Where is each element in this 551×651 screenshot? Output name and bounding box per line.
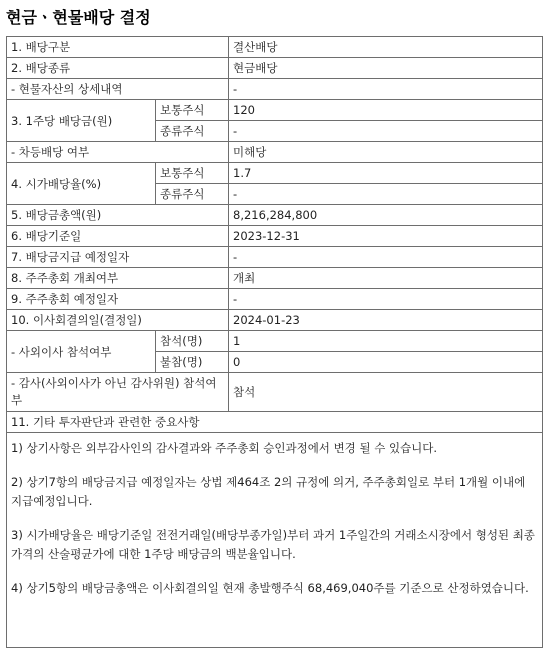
row-label: - 감사(사외이사가 아닌 감사위원) 참석여부 [7,373,229,412]
row-value: - [229,79,543,100]
row-value: 0 [229,352,543,373]
row-value: 120 [229,100,543,121]
row-sublabel: 보통주식 [156,100,229,121]
row-sublabel: 보통주식 [156,163,229,184]
row-label: 2. 배당종류 [7,58,229,79]
row-sublabel: 불참(명) [156,352,229,373]
row-sublabel: 종류주식 [156,184,229,205]
row-label: 5. 배당금총액(원) [7,205,229,226]
row-value: 개최 [229,268,543,289]
row-value: - [229,247,543,268]
table-row [7,289,543,310]
table-row [7,163,543,184]
page-title: 현금ㆍ현물배당 결정 [6,8,151,27]
note-item: 3) 시가배당율은 배당기준일 전전거래일(배당부종가일)부터 과거 1주일간의 거래소시장에서 형성된 최종가격의 산술평균가에 대한 1주당 배당금의 백분율입니다. [11,528,535,561]
table-row [7,58,543,79]
table-row [7,268,543,289]
note-item: 2) 상기7항의 배당금지급 예정일자는 상법 제464조 2의 규정에 의거, 주주총회일로 부터 1개월 이내에 지급예정입니다. [11,475,526,508]
row-value: 결산배당 [229,37,543,58]
dividend-table [6,36,543,648]
row-sublabel: 참석(명) [156,331,229,352]
table-row [7,79,543,100]
row-label: 8. 주주총회 개최여부 [7,268,229,289]
table-row [7,412,543,433]
row-label: 3. 1주당 배당금(원) [7,100,156,142]
row-label: 10. 이사회결의일(결정일) [7,310,229,331]
table-row [7,373,543,412]
disclosure-page [4,0,547,648]
table-row [7,310,543,331]
table-row [7,205,543,226]
row-label: - 차등배당 여부 [7,142,229,163]
row-value: - [229,121,543,142]
row-value: 참석 [229,373,543,412]
row-value: 1.7 [229,163,543,184]
table-row [7,37,543,58]
row-value: 2024-01-23 [229,310,543,331]
table-row [7,226,543,247]
row-sublabel: 종류주식 [156,121,229,142]
table-row [7,247,543,268]
row-value: - [229,289,543,310]
row-label: 6. 배당기준일 [7,226,229,247]
row-value: 8,216,284,800 [229,205,543,226]
row-label: 9. 주주총회 예정일자 [7,289,229,310]
row-label: - 현물자산의 상세내역 [7,79,229,100]
table-row [7,433,543,648]
table-row [7,331,543,352]
notes-cell [7,433,543,648]
note-item: 4) 상기5항의 배당금총액은 이사회결의일 현재 총발행주식 68,469,040주를 기준으로 산정하였습니다. [11,581,529,595]
row-value: 1 [229,331,543,352]
row-label: 4. 시가배당율(%) [7,163,156,205]
row-value: - [229,184,543,205]
row-value: 미해당 [229,142,543,163]
row-label: 11. 기타 투자판단과 관련한 중요사항 [7,412,543,433]
table-row [7,100,543,121]
note-item: 1) 상기사항은 외부감사인의 감사결과와 주주총회 승인과정에서 변경 될 수 있습니다. [11,441,438,455]
row-label: - 사외이사 참석여부 [7,331,156,373]
row-value: 현금배당 [229,58,543,79]
row-label: 7. 배당금지급 예정일자 [7,247,229,268]
table-row [7,142,543,163]
row-value: 2023-12-31 [229,226,543,247]
row-label: 1. 배당구분 [7,37,229,58]
